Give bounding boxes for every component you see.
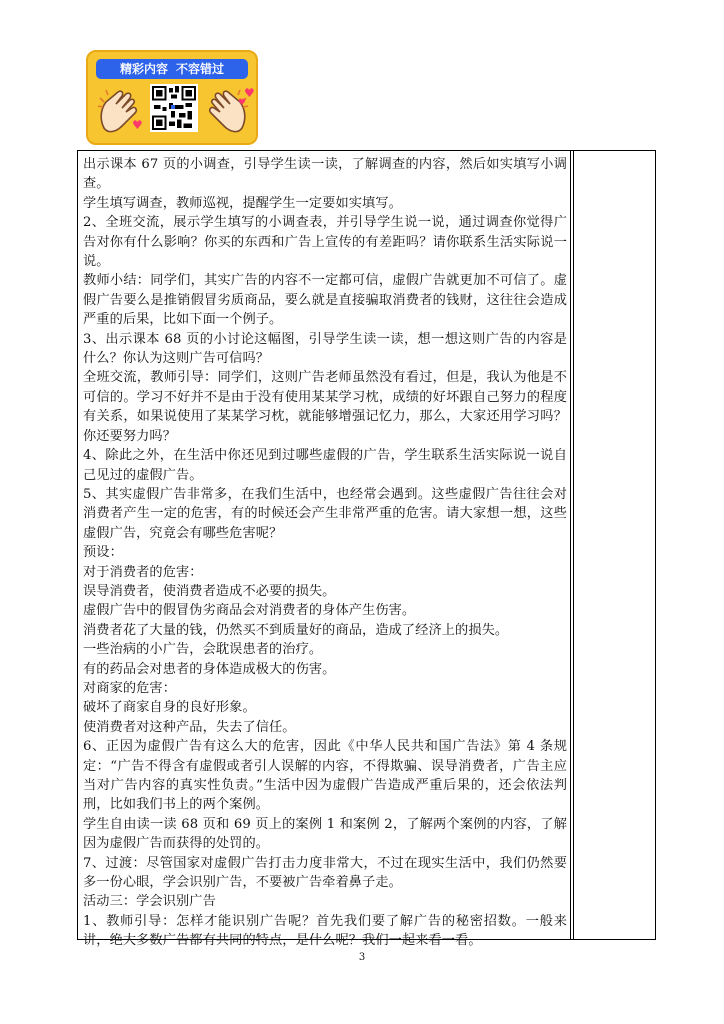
paragraph: 误导消费者，使消费者造成不必要的损失。 [83,583,336,599]
heart-icon: ♥ [238,98,247,108]
paragraph: 对于消费者的危害： [83,564,203,580]
paragraph: 使消费者对这种产品，失去了信任。 [83,719,296,735]
paragraph: 学生填写调查，教师巡视，提醒学生一定要如实填写。 [83,195,402,211]
paragraph: 6、正因为虚假广告有这么大的危害，因此《中华人民共和国广告法》第 4 条规定：“广告不得含有虚假或者引人误解的内容，不得欺骗、误导消费者，广告主应当对广告内容的真实性负责。”生活中因为虚假广告造成严重后果的，还会依法判刑，比如我们书上的两个案例。 [83,739,567,813]
paragraph: 学生自由读一读 68 页和 69 页上的案例 1 和案例 2，了解两个案例的内容，了解因为虚假广告而获得的处罚的。 [83,816,567,852]
table-column-divider [573,151,574,939]
banner-title-right: 不容错过 [176,62,225,76]
paragraph: 预设： [83,545,123,561]
paragraph: 破坏了商家自身的良好形象。 [83,700,256,716]
heart-icon: ♥ [132,118,143,132]
page-number: 3 [358,952,366,963]
paragraph: 全班交流，教师引导：同学们，这则广告老师虽然没有看过，但是，我认为他是不可信的。学习不好并不是由于没有使用某某学习枕，成绩的好坏跟自己努力的程度有关系，如果说使用了某某学习枕，就能够增强记忆力，那么，大家还用学习吗？你还要努力吗？ [83,370,567,444]
table-column-divider [570,151,571,939]
clapping-hands-icon [198,84,250,136]
paragraph: 4、除此之外，在生活中你还见到过哪些虚假的广告，学生联系生活实际说一说自己见过的虚假广告。 [83,448,567,483]
paragraph: 2、全班交流，展示学生填写的小调查表，并引导学生说一说，通过调查你觉得广告对你有什么影响？你买的东西和广告上宣传的有差距吗？请你联系生活实际说一说。 [83,215,567,270]
promo-banner [86,50,258,145]
heart-icon: ♥ [244,86,255,100]
qr-code-icon [150,84,198,132]
paragraph: 7、过渡：尽管国家对虚假广告打击力度非常大，不过在现实生活中，我们仍然要多一份心眼，学会识别广告，不要被广告牵着鼻子走。 [83,855,567,891]
lesson-content [83,155,567,951]
paragraph: 1、教师引导：怎样才能识别广告呢？首先我们要了解广告的秘密招数。一般来讲，绝大多数广告都有共同的特点，是什么呢？我们一起来看一看。 [83,913,567,949]
paragraph: 5、其实虚假广告非常多，在我们生活中，也经常会遇到。这些虚假广告往往会对消费者产生一定的危害，有的时候还会产生非常严重的危害。请大家想一想，这些虚假广告，究竟会有哪些危害呢？ [83,486,567,541]
paragraph: 3、出示课本 68 页的小讨论这幅图，引导学生读一读，想一想这则广告的内容是什么？你认为这则广告可信吗？ [83,331,567,367]
paragraph: 出示课本 67 页的小调查，引导学生读一读，了解调查的内容，然后如实填写小调查。 [83,157,567,192]
paragraph: 活动三：学会识别广告 [83,894,216,910]
paragraph: 一些治病的小广告，会耽误患者的治疗。 [83,642,323,658]
banner-title [96,59,248,79]
banner-title-left: 精彩内容 [119,62,168,76]
paragraph: 有的药品会对患者的身体造成极大的伤害。 [83,661,336,677]
paragraph: 教师小结：同学们，其实广告的内容不一定都可信，虚假广告就更加不可信了。虚假广告要么是推销假冒劣质商品，要么就是直接骗取消费者的钱财，这往往会造成严重的后果，比如下面一个例子。 [83,273,567,328]
paragraph: 虚假广告中的假冒伪劣商品会对消费者的身体产生伤害。 [83,603,416,619]
paragraph: 消费者花了大量的钱，仍然买不到质量好的商品，造成了经济上的损失。 [83,622,509,638]
lesson-table [77,150,656,949]
paragraph: 对商家的危害： [83,680,177,696]
